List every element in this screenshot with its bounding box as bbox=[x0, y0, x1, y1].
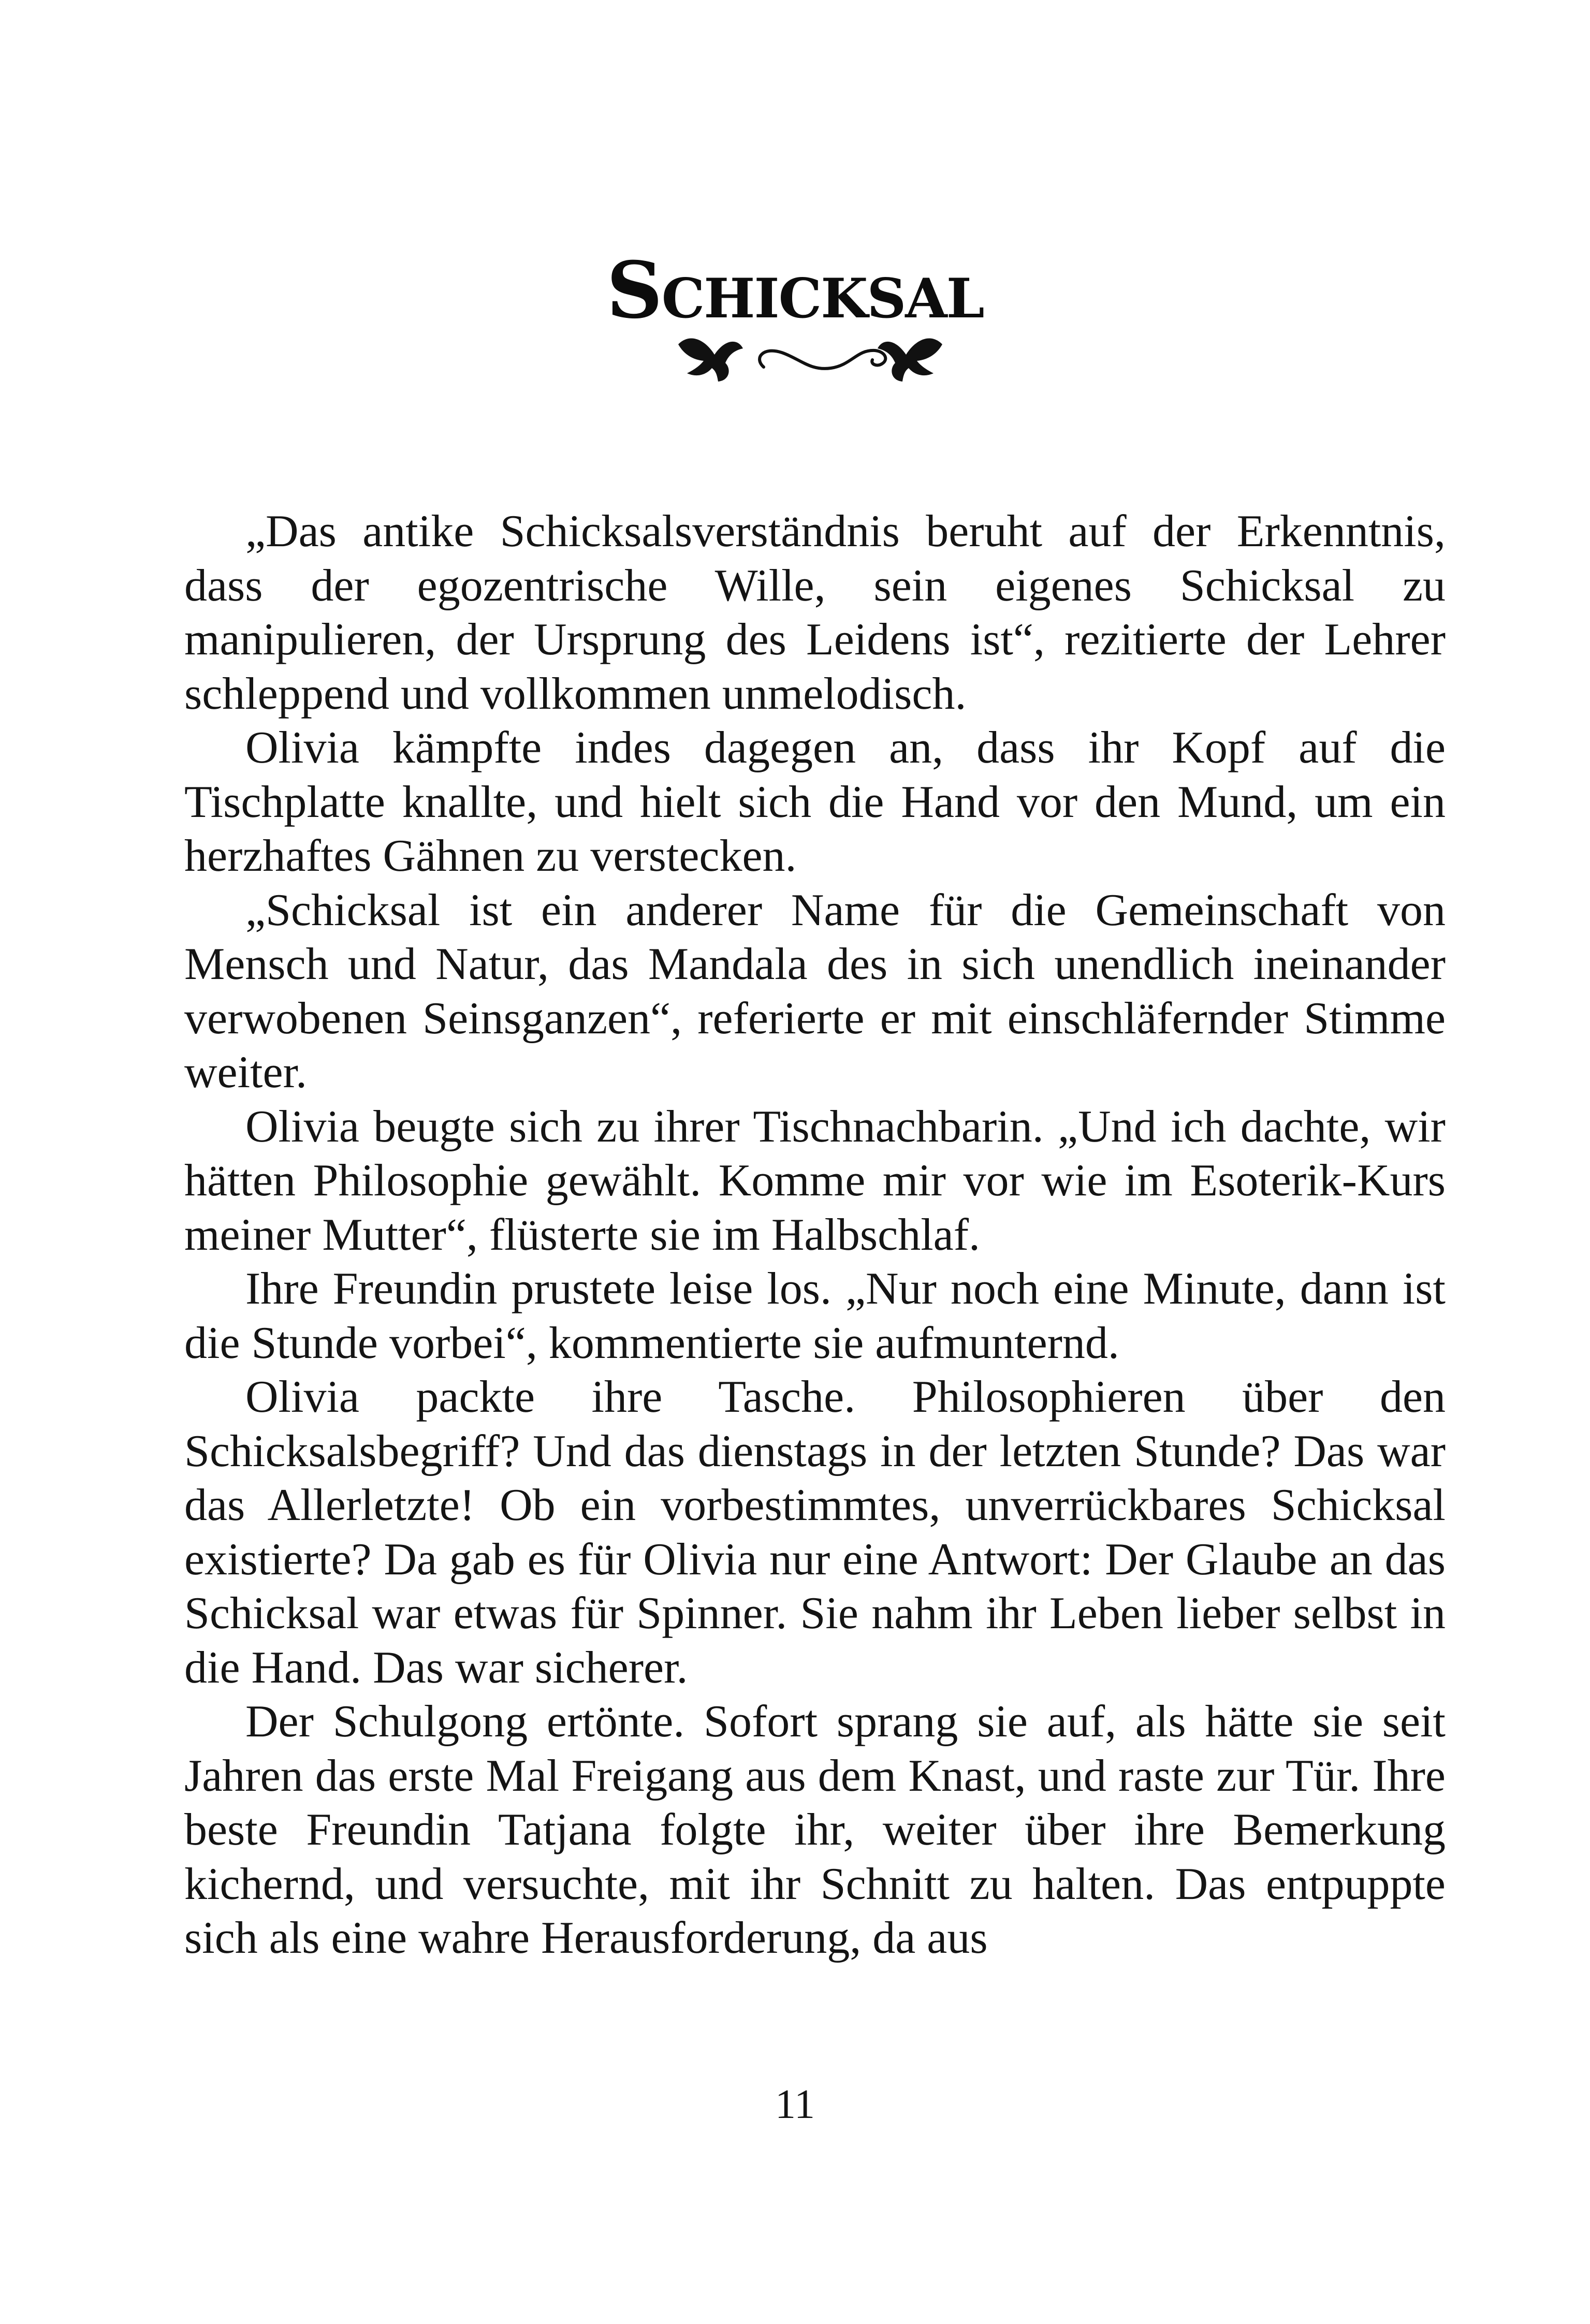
chapter-ornament bbox=[676, 324, 945, 391]
chapter-body bbox=[184, 505, 1446, 1966]
page-number: 11 bbox=[775, 2082, 815, 2127]
right-flourish-icon bbox=[878, 339, 942, 382]
paragraph: Olivia packte ihre Tasche. Philosophieren über den Schicksalsbegriff? Und das dienstags in der letzten Stunde? Das war das Allerletzte! Ob ein vorbestimmtes, unverrückbares Schicksal existierte? Da gab es für Olivia nur eine Antwort: Der Glaube an das Schicksal war etwas für Spinner. Sie nahm ihr Leben lieber selbst in die Hand. Das war sicherer. bbox=[184, 1372, 1446, 1693]
paragraph: „Schicksal ist ein anderer Name für die Gemeinschaft von Mensch und Natur, das Mandala des in sich unendlich ineinander verwobenen Seinsganzen“, referierte er mit einschläfernder Stimme weiter. bbox=[184, 885, 1446, 1098]
paragraph: „Das antike Schicksalsverständnis beruht auf der Erkenntnis, dass der egozentrische Wille, sein eigenes Schicksal zu manipulieren, der Ursprung des Leidens ist“, rezitierte der Lehrer schleppend und vollkommen unmelodisch. bbox=[184, 506, 1446, 719]
swirl-divider-icon bbox=[760, 350, 885, 369]
paragraph: Ihre Freundin prustete leise los. „Nur noch eine Minute, dann ist die Stunde vorbei“, kommentierte sie aufmunternd. bbox=[184, 1264, 1446, 1368]
chapter-title: Schicksal bbox=[606, 244, 984, 336]
paragraph: Der Schulgong ertönte. Sofort sprang sie auf, als hätte sie seit Jahren das erste Mal Freigang aus dem Knast, und raste zur Tür. Ihre beste Freundin Tatjana folgte ihr, weiter über ihre Bemerkung kichernd, und versuchte, mit ihr Schnitt zu halten. Das entpuppte sich als eine wahre Herausforderung, da aus bbox=[184, 1697, 1446, 1963]
paragraph: Olivia kämpfte indes dagegen an, dass ihr Kopf auf die Tischplatte knallte, und hielt sich die Hand vor den Mund, um ein herzhaftes Gähnen zu verstecken. bbox=[184, 723, 1446, 881]
paragraph: Olivia beugte sich zu ihrer Tischnachbarin. „Und ich dachte, wir hätten Philosophie gewählt. Komme mir vor wie im Esoterik-Kurs meiner Mutter“, flüsterte sie im Halbschlaf. bbox=[184, 1101, 1446, 1260]
left-flourish-icon bbox=[678, 339, 743, 382]
